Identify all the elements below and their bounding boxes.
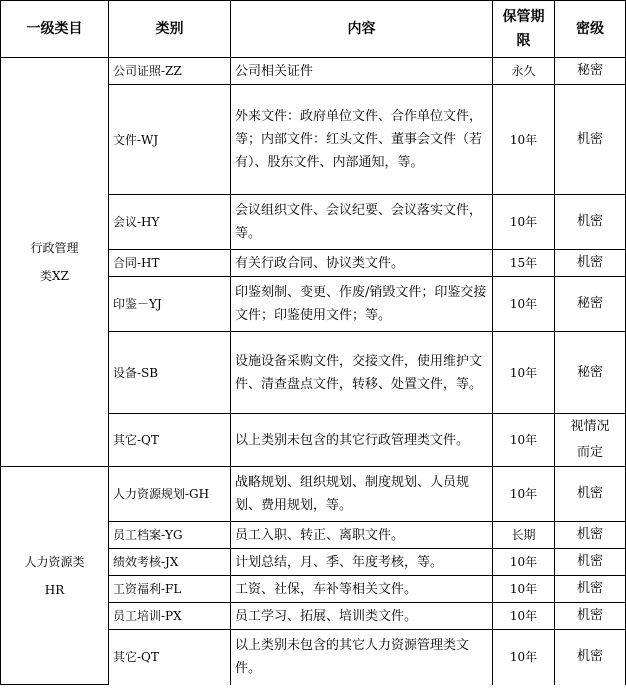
group-category-hr <box>1 467 109 685</box>
row-content: 设施设备采购文件，交接文件，使用维护文件、清查盘点文件，转移、处置文件，等。 <box>231 332 493 414</box>
row-period: 永久 <box>493 58 555 85</box>
row-content: 工资、社保，车补等相关文件。 <box>231 576 493 603</box>
row-period: 10年 <box>493 414 555 467</box>
row-period: 10年 <box>493 576 555 603</box>
row-secrecy: 机密 <box>555 85 626 195</box>
row-content: 计划总结，月、季、年度考核，等。 <box>231 549 493 576</box>
row-period: 10年 <box>493 630 555 685</box>
row-type: 公司证照-ZZ <box>109 58 231 85</box>
header-secrecy: 密级 <box>555 1 626 58</box>
header-type: 类别 <box>109 1 231 58</box>
row-content: 以上类别未包含的其它人力资源管理类文件。 <box>231 630 493 685</box>
row-secrecy: 机密 <box>555 630 626 685</box>
row-period: 10年 <box>493 332 555 414</box>
row-type: 其它-QT <box>109 414 231 467</box>
row-content: 有关行政合同、协议类文件。 <box>231 250 493 277</box>
row-period: 10年 <box>493 603 555 630</box>
row-secrecy: 机密 <box>555 603 626 630</box>
row-period: 10年 <box>493 195 555 250</box>
table-row <box>1 58 626 85</box>
row-content: 以上类别未包含的其它行政管理类文件。 <box>231 414 493 467</box>
row-secrecy: 秘密 <box>555 58 626 85</box>
row-content: 外来文件：政府单位文件、合作单位文件，等；内部文件：红头文件、董事会文件（若有）、股东文件、内部通知，等。 <box>231 85 493 195</box>
row-content: 战略规划、组织规划、制度规划、人员规划、费用规划，等。 <box>231 467 493 522</box>
row-secrecy: 视情况而定 <box>555 414 626 467</box>
row-secrecy: 机密 <box>555 467 626 522</box>
row-secrecy: 秘密 <box>555 332 626 414</box>
row-type: 其它-QT <box>109 630 231 685</box>
row-secrecy: 机密 <box>555 250 626 277</box>
row-content: 公司相关证件 <box>231 58 493 85</box>
row-content: 员工学习、拓展、培训类文件。 <box>231 603 493 630</box>
row-type: 印鉴－YJ <box>109 277 231 332</box>
row-secrecy: 秘密 <box>555 277 626 332</box>
row-secrecy: 机密 <box>555 576 626 603</box>
row-secrecy: 机密 <box>555 522 626 549</box>
row-period: 10年 <box>493 467 555 522</box>
row-type: 设备-SB <box>109 332 231 414</box>
row-content: 印鉴刻制、变更、作废/销毁文件；印鉴交接文件；印鉴使用文件；等。 <box>231 277 493 332</box>
row-type: 合同-HT <box>109 250 231 277</box>
row-type: 会议-HY <box>109 195 231 250</box>
header-content: 内容 <box>231 1 493 58</box>
header-period: 保管期限 <box>493 1 555 58</box>
row-type: 工资福利-FL <box>109 576 231 603</box>
row-content: 员工入职、转正、离职文件。 <box>231 522 493 549</box>
row-type: 文件-WJ <box>109 85 231 195</box>
row-content: 会议组织文件、会议纪要、会议落实文件，等。 <box>231 195 493 250</box>
group-category-admin <box>1 58 109 467</box>
row-period: 10年 <box>493 277 555 332</box>
row-type: 员工档案-YG <box>109 522 231 549</box>
row-secrecy: 机密 <box>555 549 626 576</box>
row-period: 10年 <box>493 549 555 576</box>
row-type: 人力资源规划-GH <box>109 467 231 522</box>
group-name: 行政管理类XZ <box>30 241 79 283</box>
group-name: 人力资源类HR <box>24 554 85 597</box>
row-secrecy: 机密 <box>555 195 626 250</box>
header-row <box>1 1 626 58</box>
table-row <box>1 467 626 522</box>
row-type: 绩效考核-JX <box>109 549 231 576</box>
row-period: 长期 <box>493 522 555 549</box>
row-period: 15年 <box>493 250 555 277</box>
row-type: 员工培训-PX <box>109 603 231 630</box>
header-category: 一级类目 <box>1 1 109 58</box>
row-period: 10年 <box>493 85 555 195</box>
